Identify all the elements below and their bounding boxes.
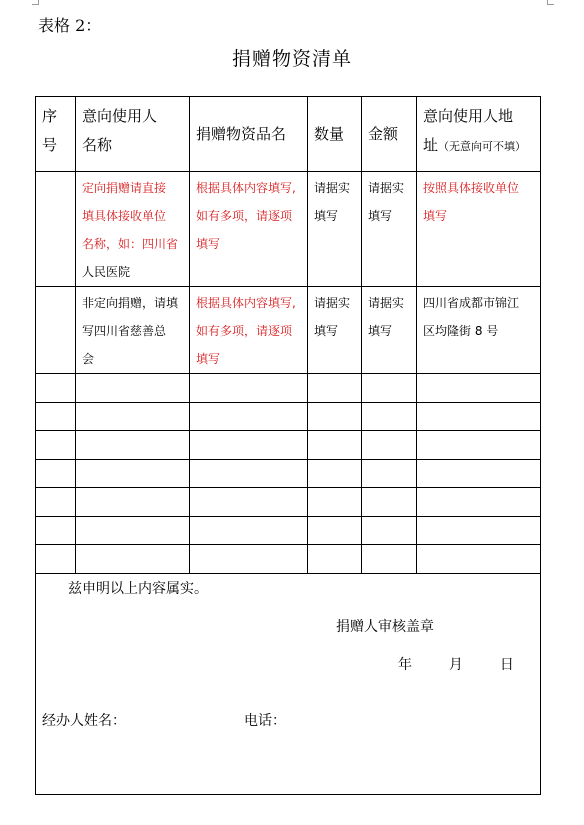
cell-address xyxy=(417,287,541,374)
page-corner-mark-top-right xyxy=(547,0,554,5)
cell-item xyxy=(190,287,308,374)
cell-line: 请据实 xyxy=(368,181,405,195)
page-corner-mark-top-left xyxy=(32,0,39,5)
empty-cell xyxy=(308,545,362,574)
header-item-label: 捐赠物资品名 xyxy=(196,124,287,143)
footer-row xyxy=(36,573,541,794)
empty-cell xyxy=(362,516,417,545)
cell-address xyxy=(417,172,541,287)
cell-line: 区均隆街 8 号 xyxy=(423,324,499,338)
empty-cell xyxy=(190,402,308,431)
empty-cell xyxy=(76,459,190,488)
empty-cell xyxy=(417,459,541,488)
empty-cell xyxy=(362,374,417,403)
empty-cell xyxy=(308,459,362,488)
cell-seq xyxy=(36,287,76,374)
empty-row xyxy=(36,374,541,403)
empty-cell xyxy=(190,545,308,574)
empty-row xyxy=(36,516,541,545)
empty-cell xyxy=(36,431,76,460)
empty-row xyxy=(36,431,541,460)
cell-line: 填写 xyxy=(368,209,393,223)
empty-cell xyxy=(417,402,541,431)
empty-cell xyxy=(417,374,541,403)
header-address-text: 址 xyxy=(423,136,439,154)
date-day-label: 日 xyxy=(499,657,514,673)
cell-recipient xyxy=(76,287,190,374)
empty-cell xyxy=(36,488,76,517)
cell-line: 填写 xyxy=(314,209,339,223)
empty-cell xyxy=(36,374,76,403)
cell-line: 填写 xyxy=(196,352,221,366)
empty-cell xyxy=(308,431,362,460)
header-recipient xyxy=(76,97,190,172)
cell-line: 按照具体接收单位 xyxy=(423,181,520,195)
empty-cell xyxy=(36,402,76,431)
cell-recipient xyxy=(76,172,190,287)
cell-item xyxy=(190,172,308,287)
empty-cell xyxy=(308,374,362,403)
header-recipient-line: 名称 xyxy=(82,136,113,154)
cell-line: 人民医院 xyxy=(82,265,131,279)
cell-line: 填写 xyxy=(368,324,393,338)
date-month-label: 月 xyxy=(448,657,463,673)
empty-cell xyxy=(308,488,362,517)
empty-cell xyxy=(36,516,76,545)
table-row xyxy=(36,287,541,374)
empty-cell xyxy=(362,545,417,574)
empty-cell xyxy=(76,516,190,545)
cell-line: 根据具体内容填写, xyxy=(196,296,296,310)
header-amount xyxy=(362,97,417,172)
empty-cell xyxy=(76,374,190,403)
cell-line: 请据实 xyxy=(314,181,351,195)
empty-cell xyxy=(76,545,190,574)
cell-line: 请据实 xyxy=(368,296,405,310)
empty-cell xyxy=(190,374,308,403)
cell-amount xyxy=(362,172,417,287)
cell-line: 会 xyxy=(82,352,95,366)
cell-line: 非定向捐赠，请填 xyxy=(82,296,179,310)
header-address-line xyxy=(423,131,540,161)
cell-line xyxy=(82,230,185,258)
phone-label: 电话： xyxy=(244,713,286,729)
empty-cell xyxy=(190,431,308,460)
declaration-text: 兹申明以上内容属实。 xyxy=(68,581,208,597)
cell-line: 请据实 xyxy=(314,296,351,310)
cell-quantity xyxy=(308,287,362,374)
empty-row xyxy=(36,459,541,488)
header-address-note: （无意向可不填） xyxy=(438,140,527,153)
empty-cell xyxy=(308,402,362,431)
empty-cell xyxy=(190,488,308,517)
footer-cell xyxy=(36,573,541,794)
cell-line: 填写 xyxy=(314,324,339,338)
empty-cell xyxy=(417,545,541,574)
date-year-label: 年 xyxy=(398,657,412,673)
table-row xyxy=(36,172,541,287)
cell-text: 名称，如：四川省 xyxy=(82,237,179,251)
empty-cell xyxy=(36,459,76,488)
cell-line: 根据具体内容填写, xyxy=(196,181,296,195)
header-amount-label: 金额 xyxy=(368,124,399,143)
header-seq-line: 号 xyxy=(42,136,58,154)
cell-seq xyxy=(36,172,76,287)
signature-label: 捐赠人审核盖章 xyxy=(336,619,434,635)
empty-cell xyxy=(190,516,308,545)
empty-cell xyxy=(362,431,417,460)
date-line xyxy=(398,654,514,674)
empty-cell xyxy=(417,488,541,517)
empty-row xyxy=(36,488,541,517)
cell-line: 如有多项，请逐项 xyxy=(196,324,293,338)
cell-line: 四川省成都市锦江 xyxy=(423,296,520,310)
empty-cell xyxy=(362,459,417,488)
empty-cell xyxy=(190,459,308,488)
handler-name-label: 经办人姓名： xyxy=(42,713,126,729)
empty-row xyxy=(36,402,541,431)
cell-line: 写四川省慈善总 xyxy=(82,324,167,338)
cell-line: 填写 xyxy=(423,209,448,223)
cell-line: 如有多项，请逐项 xyxy=(196,209,293,223)
header-address xyxy=(417,97,541,172)
cell-amount xyxy=(362,287,417,374)
empty-cell xyxy=(362,488,417,517)
cell-line: 填具体接收单位 xyxy=(82,209,167,223)
empty-cell xyxy=(417,431,541,460)
cell-quantity xyxy=(308,172,362,287)
cell-line: 填写 xyxy=(196,237,221,251)
empty-cell xyxy=(76,431,190,460)
cell-line: 定向捐赠请直接 xyxy=(82,181,167,195)
header-quantity-label: 数量 xyxy=(314,124,345,143)
page-title: 捐赠物资清单 xyxy=(231,48,352,70)
form-label: 表格 2： xyxy=(38,16,102,35)
header-recipient-line: 意向使用人 xyxy=(82,107,158,125)
empty-cell xyxy=(362,402,417,431)
header-address-line: 意向使用人地 xyxy=(423,107,514,125)
empty-row xyxy=(36,545,541,574)
header-seq-line: 序 xyxy=(42,107,58,125)
header-seq xyxy=(36,97,76,172)
empty-cell xyxy=(36,545,76,574)
empty-cell xyxy=(76,488,190,517)
table-header-row xyxy=(36,97,541,172)
header-item xyxy=(190,97,308,172)
empty-cell xyxy=(308,516,362,545)
empty-cell xyxy=(76,402,190,431)
empty-cell xyxy=(417,516,541,545)
header-quantity xyxy=(308,97,362,172)
donation-list-table xyxy=(35,96,541,795)
